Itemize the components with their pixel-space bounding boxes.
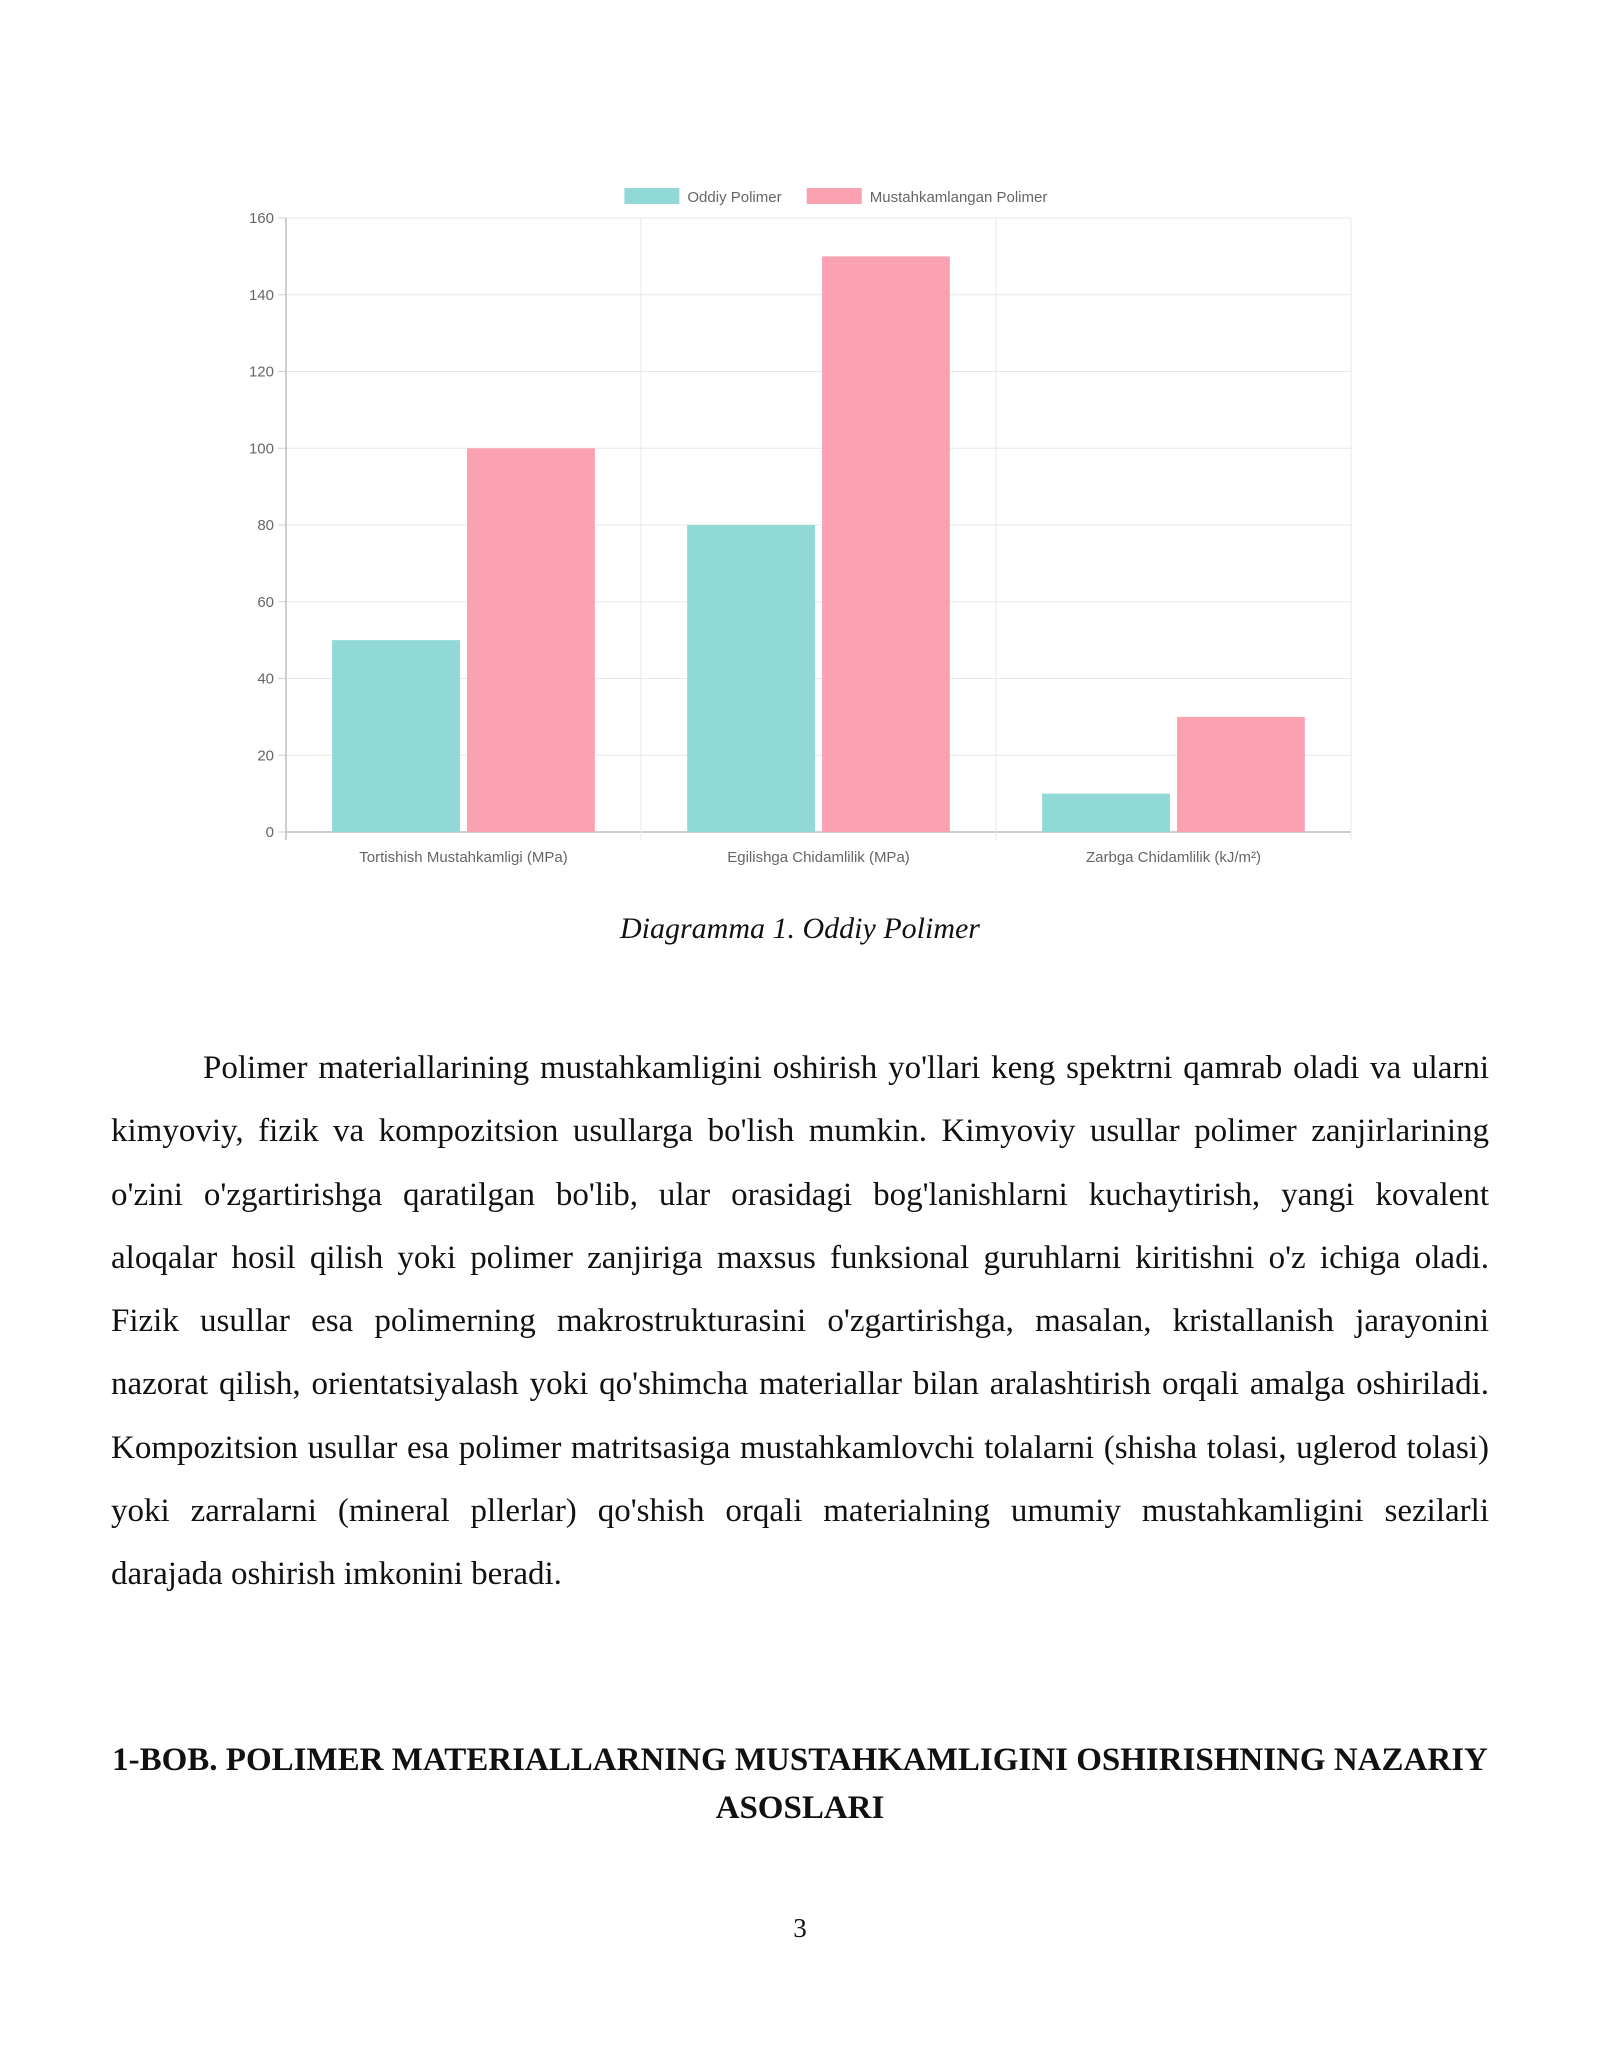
bar [1042,794,1170,832]
bar [467,448,595,832]
body-paragraph: Polimer materiallarining mustahkamligini oshirish yo'llari keng spektrni qamrab oladi va ularni kimyoviy, fizik va kompozitsion usullarga bo'lish mumkin. Kimyoviy usullar polimer zanjirlarining o'zini o'zgartirishga qaratilgan bo'lib, ular orasidagi bog'lanishlarni kuchaytirish, yangi kovalent aloqalar hosil qilish yoki polimer zanjiriga maxsus funksional guruhlarni kiritishni o'z ichiga oladi. Fizik usullar esa polimerning makrostrukturasini o'zgartirishga, masalan, kristallanish jarayonini nazorat qilish, orientatsiyalash yoki qo'shimcha materiallar bilan aralashtirish orqali amalga oshiriladi. Kompozitsion usullar esa polimer matritsasiga mustahkamlovchi tolalarni (shisha tolasi, uglerod tolasi) yoki zarralarni (mineral pllerlar) qo'shish orqali materialning umumiy mustahkamligini sezilarli darajada oshirish imkonini beradi. [111,1050,1489,1593]
y-tick-label: 80 [257,517,274,534]
y-tick-label: 20 [257,747,274,765]
chapter-heading: 1-BOB. POLIMER MATERIALLARNING MUSTAHKAMLIGINI OSHIRISHNING NAZARIY ASOSLARI [112,1742,1488,1826]
bar-chart [230,175,1380,885]
x-tick-label: Tortishish Mustahkamligi (MPa) [359,849,568,866]
page-number: 3 [793,1913,807,1943]
y-tick-label: 120 [248,363,274,381]
x-tick-label: Zarbga Chidamlilik (kJ/m²) [1085,849,1262,866]
y-tick-label: 100 [248,440,274,458]
figure-caption: Diagramma 1. Oddiy Polimer [620,912,980,945]
legend-swatch [807,188,862,204]
bar [332,640,460,832]
bar [687,525,815,832]
bar [1177,717,1305,832]
y-tick-label: 40 [257,670,274,688]
legend-swatch [624,188,679,204]
legend-label: Mustahkamlangan Polimer [869,189,1048,206]
y-axis [249,210,286,841]
legend-label: Oddiy Polimer [687,189,782,206]
chart-bars [332,256,1305,832]
x-tick-label: Egilishga Chidamlilik (MPa) [727,849,910,866]
x-axis [359,849,1261,866]
y-tick-label: 140 [248,286,274,304]
y-tick-label: 0 [265,824,274,841]
y-tick-label: 160 [248,210,274,227]
bar [822,256,950,832]
chart-legend [624,188,1047,206]
y-tick-label: 60 [257,593,274,611]
